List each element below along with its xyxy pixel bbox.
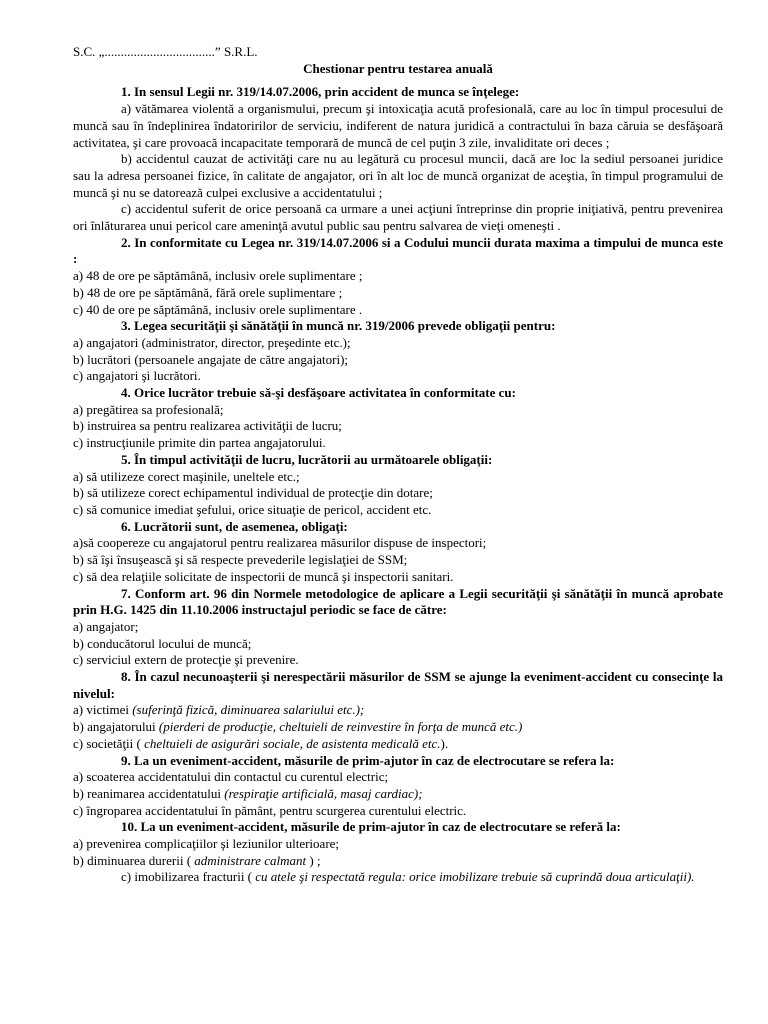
- answer-10c-text: c) imobilizarea fracturii (: [121, 869, 256, 885]
- answer-9a: a) scoaterea accidentatului din contactul cu curentul electric;: [73, 769, 389, 785]
- answer-7c: c) serviciul extern de protecţie şi prevenire.: [73, 652, 299, 668]
- answer-2a: a) 48 de ore pe săptămână, inclusiv orele suplimentare ;: [73, 268, 363, 284]
- question-5: 5. În timpul activităţii de lucru, lucrătorii au următoarele obligaţii:: [121, 451, 493, 467]
- answer-10b-text: b) diminuarea durerii (: [73, 852, 195, 868]
- answer-9c: c) îngroparea accidentatului în pământ, pentru scurgerea curentului electric.: [73, 802, 467, 818]
- answer-1a: a) vătămarea violentă a organismului, precum şi intoxicaţia acută profesională, care au loc în timpul procesului de muncă sau în îndeplinirea îndatoririlor de serviciu, indiferent de natura juridică a contractului în baza căruia se desfăşoară activitatea, şi care provoacă incapacitate temporară de muncă de cel puţin 3 zile, invaliditate ori deces ;: [73, 101, 723, 150]
- answer-7a: a) angajator;: [73, 618, 139, 634]
- answer-5b: b) să utilizeze corect echipamentul individual de protecţie din dotare;: [73, 485, 433, 501]
- document-title: Chestionar pentru testarea anuală: [303, 60, 493, 76]
- answer-9b-note: (respiraţie artificială, masaj cardiac);: [224, 785, 423, 801]
- answer-8c: [73, 736, 723, 753]
- answer-5c: c) să comunice imediat şefului, orice situaţie de pericol, accident etc.: [73, 501, 432, 517]
- answer-6b: b) să îşi însuşească şi să respecte prevederile legislaţiei de SSM;: [73, 552, 408, 568]
- answer-3a: a) angajatori (administrator, director, preşedinte etc.);: [73, 334, 351, 350]
- answer-8c-note: cheltuieli de asigurări sociale, de asistenta medicală etc.: [144, 735, 441, 751]
- answer-10b-tail: ) ;: [306, 852, 321, 868]
- answer-8c-text: c) societăţii (: [73, 735, 145, 751]
- answer-4c: c) instrucţiunile primite din partea angajatorului.: [73, 435, 326, 451]
- answer-10c: [73, 869, 723, 886]
- answer-8c-tail: ).: [440, 735, 449, 751]
- question-9: 9. La un eveniment-accident, măsurile de prim-ajutor în caz de electrocutare se refera la:: [121, 752, 615, 768]
- answer-2c: c) 40 de ore pe săptămână, inclusiv orele suplimentare .: [73, 301, 363, 317]
- answer-3b: b) lucrători (persoanele angajate de către angajatori);: [73, 351, 349, 367]
- question-10: 10. La un eveniment-accident, măsurile de prim-ajutor în caz de electrocutare se referă la:: [121, 819, 621, 835]
- answer-10a: a) prevenirea complicaţiilor şi leziunilor ulterioare;: [73, 836, 340, 852]
- answer-3c: c) angajatori şi lucrători.: [73, 368, 201, 384]
- question-6: 6. Lucrătorii sunt, de asemenea, obligaţi:: [121, 518, 348, 534]
- company-header: S.C. „..................................” S.R.L.: [73, 44, 258, 59]
- question-1: 1. In sensul Legii nr. 319/14.07.2006, prin accident de munca se înţelege:: [121, 84, 520, 100]
- answer-5a: a) să utilizeze corect maşinile, uneltele etc.;: [73, 468, 300, 484]
- document-page: [73, 44, 723, 886]
- question-7: 7. Conform art. 96 din Normele metodologice de aplicare a Legii securităţii şi sănătăţii în muncă aprobate prin H.G. 1425 din 11.10.2006 instructajul periodic se face de către:: [73, 585, 723, 618]
- answer-7b: b) conducătorul locului de muncă;: [73, 635, 252, 651]
- answer-9b: [73, 786, 723, 803]
- answer-1c: c) accidentul suferit de orice persoană ca urmare a unei acţiuni întreprinse din proprie iniţiativă, pentru prevenirea ori înlăturarea unui pericol care ameninţă avutul public sau pentru salvarea de vieţi omeneşti .: [73, 201, 723, 234]
- answer-9b-text: b) reanimarea accidentatului: [73, 785, 225, 801]
- answer-8b-note: (pierderi de producţie, cheltuieli de reinvestire în forţa de muncă etc.): [158, 719, 523, 735]
- answer-10b: [73, 853, 723, 870]
- answer-4b: b) instruirea sa pentru realizarea activităţii de lucru;: [73, 418, 342, 434]
- answer-8b-text: b) angajatorului: [73, 719, 159, 735]
- answer-10b-note: administrare calmant: [194, 852, 307, 868]
- question-4: 4. Orice lucrător trebuie să-şi desfăşoare activitatea în conformitate cu:: [121, 385, 516, 401]
- answer-4a: a) pregătirea sa profesională;: [73, 401, 224, 417]
- answer-10c-note: cu atele şi respectată regula: orice imobilizare trebuie să cuprindă doua articulaţii).: [255, 869, 695, 885]
- question-2: 2. In conformitate cu Legea nr. 319/14.07.2006 si a Codului muncii durata maxima a timpului de munca este :: [73, 234, 723, 267]
- answer-8a-note: (suferinţă fizică, diminuarea salariului etc.);: [132, 702, 365, 718]
- answer-1b: b) accidentul cauzat de activităţi care nu au legătură cu procesul muncii, dacă are loc la sediul persoanei juridice sau la adresa persoanei fizice, în calitate de angajator, ori în alt loc de muncă organizat de aceştia, în timpul programului de muncă şi nu se datorează culpei exclusive a accidentatului ;: [73, 151, 723, 200]
- question-3: 3. Legea securităţii şi sănătăţii în muncă nr. 319/2006 prevede obligaţii pentru:: [121, 318, 556, 334]
- answer-8a: [73, 702, 723, 719]
- answer-2b: b) 48 de ore pe săptămână, fără orele suplimentare ;: [73, 284, 343, 300]
- question-8: 8. În cazul necunoaşterii şi nerespectării măsurilor de SSM se ajunge la eveniment-accident cu consecinţe la nivelul:: [73, 669, 723, 701]
- answer-6a: a)să coopereze cu angajatorul pentru realizarea măsurilor dispuse de inspectori;: [73, 535, 487, 551]
- answer-6c: c) să dea relaţiile solicitate de inspectorii de muncă şi inspectorii sanitari.: [73, 568, 454, 584]
- answer-8a-text: a) victimei: [73, 702, 133, 718]
- answer-8b: [73, 719, 723, 736]
